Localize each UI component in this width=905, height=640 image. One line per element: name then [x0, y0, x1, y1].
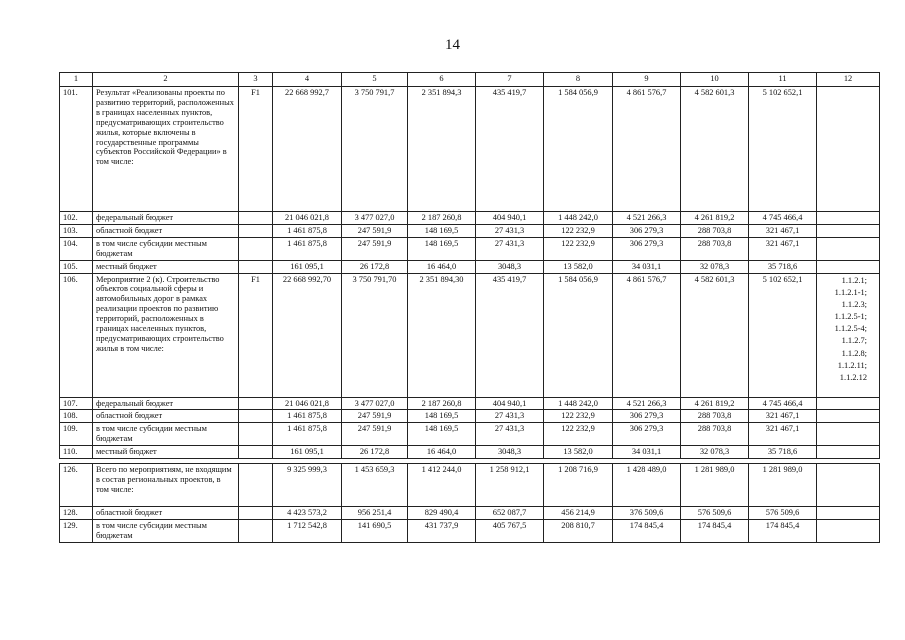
row-value: 1 448 242,0 — [544, 212, 613, 225]
row-value: 576 509,6 — [749, 507, 817, 520]
row-name: в том числе субсидии местным бюджетам — [93, 519, 239, 542]
column-header: 7 — [476, 73, 544, 87]
row-value: 1 258 912,1 — [476, 464, 544, 507]
row-value: 26 172,8 — [342, 446, 408, 459]
row-value: 4 582 601,3 — [681, 87, 749, 212]
column-header: 11 — [749, 73, 817, 87]
row-value: 431 737,9 — [408, 519, 476, 542]
row-value: 148 169,5 — [408, 237, 476, 260]
row-value: 321 467,1 — [749, 237, 817, 260]
row-value: 9 325 999,3 — [273, 464, 342, 507]
row-value: 3048,3 — [476, 446, 544, 459]
row-reference — [817, 237, 880, 260]
column-header: 2 — [93, 73, 239, 87]
row-value: 22 668 992,7 — [273, 87, 342, 212]
row-value: 35 718,6 — [749, 260, 817, 273]
row-value: 1 584 056,9 — [544, 87, 613, 212]
budget-table — [59, 72, 880, 543]
row-value: 148 169,5 — [408, 410, 476, 423]
row-value: 141 690,5 — [342, 519, 408, 542]
table-row — [60, 519, 880, 542]
row-reference — [817, 519, 880, 542]
header-row — [60, 73, 880, 87]
column-header: 1 — [60, 73, 93, 87]
row-number: 105. — [60, 260, 93, 273]
row-number: 126. — [60, 464, 93, 507]
table-row — [60, 87, 880, 212]
row-value: 27 431,3 — [476, 224, 544, 237]
row-value: 1 208 716,9 — [544, 464, 613, 507]
row-value: 1 281 989,0 — [749, 464, 817, 507]
row-number: 103. — [60, 224, 93, 237]
row-value: 306 279,3 — [613, 423, 681, 446]
row-value: 26 172,8 — [342, 260, 408, 273]
row-value: 1 428 489,0 — [613, 464, 681, 507]
row-value: 3 750 791,7 — [342, 87, 408, 212]
row-value: 288 703,8 — [681, 423, 749, 446]
row-name: областной бюджет — [93, 507, 239, 520]
row-value: 27 431,3 — [476, 237, 544, 260]
row-reference — [817, 446, 880, 459]
row-value: 288 703,8 — [681, 237, 749, 260]
row-reference — [817, 212, 880, 225]
row-name: Всего по мероприятиям, не входящим в состав региональных проектов, в том числе: — [93, 464, 239, 507]
row-name: местный бюджет — [93, 260, 239, 273]
table-row — [60, 410, 880, 423]
row-code — [239, 224, 273, 237]
row-value: 1 584 056,9 — [544, 273, 613, 397]
row-value: 1 281 989,0 — [681, 464, 749, 507]
column-header: 6 — [408, 73, 476, 87]
row-value: 16 464,0 — [408, 260, 476, 273]
row-value: 122 232,9 — [544, 224, 613, 237]
row-number: 109. — [60, 423, 93, 446]
table-row — [60, 237, 880, 260]
column-header: 9 — [613, 73, 681, 87]
row-value: 376 509,6 — [613, 507, 681, 520]
row-value: 4 521 266,3 — [613, 212, 681, 225]
row-value: 122 232,9 — [544, 423, 613, 446]
table-row — [60, 446, 880, 459]
row-value: 2 351 894,3 — [408, 87, 476, 212]
row-value: 1 461 875,8 — [273, 410, 342, 423]
row-value: 1 712 542,8 — [273, 519, 342, 542]
column-header: 10 — [681, 73, 749, 87]
row-value: 1 461 875,8 — [273, 237, 342, 260]
row-name: местный бюджет — [93, 446, 239, 459]
row-value: 3 477 027,0 — [342, 397, 408, 410]
row-name: областной бюджет — [93, 410, 239, 423]
row-value: 22 668 992,70 — [273, 273, 342, 397]
row-code — [239, 237, 273, 260]
row-value: 306 279,3 — [613, 237, 681, 260]
row-value: 288 703,8 — [681, 224, 749, 237]
row-value: 435 419,7 — [476, 87, 544, 212]
row-value: 16 464,0 — [408, 446, 476, 459]
row-value: 34 031,1 — [613, 260, 681, 273]
row-code — [239, 507, 273, 520]
row-value: 13 582,0 — [544, 446, 613, 459]
row-value: 1 453 659,3 — [342, 464, 408, 507]
row-value: 148 169,5 — [408, 224, 476, 237]
row-value: 321 467,1 — [749, 423, 817, 446]
row-value: 288 703,8 — [681, 410, 749, 423]
row-name: в том числе субсидии местным бюджетам — [93, 423, 239, 446]
row-reference — [817, 410, 880, 423]
row-value: 247 591,9 — [342, 224, 408, 237]
row-value: 2 187 260,8 — [408, 212, 476, 225]
row-value: 4 861 576,7 — [613, 273, 681, 397]
column-header: 8 — [544, 73, 613, 87]
row-value: 247 591,9 — [342, 410, 408, 423]
row-number: 129. — [60, 519, 93, 542]
row-value: 456 214,9 — [544, 507, 613, 520]
column-header: 3 — [239, 73, 273, 87]
table-row — [60, 397, 880, 410]
row-value: 956 251,4 — [342, 507, 408, 520]
row-value: 32 078,3 — [681, 260, 749, 273]
row-value: 4 582 601,3 — [681, 273, 749, 397]
row-code: F1 — [239, 87, 273, 212]
row-value: 122 232,9 — [544, 237, 613, 260]
row-reference — [817, 464, 880, 507]
row-value: 4 745 466,4 — [749, 397, 817, 410]
row-value: 4 261 819,2 — [681, 212, 749, 225]
row-code — [239, 464, 273, 507]
row-number: 128. — [60, 507, 93, 520]
row-value: 652 087,7 — [476, 507, 544, 520]
row-value: 1 448 242,0 — [544, 397, 613, 410]
row-value: 1 461 875,8 — [273, 224, 342, 237]
row-value: 4 521 266,3 — [613, 397, 681, 410]
row-value: 27 431,3 — [476, 423, 544, 446]
row-reference — [817, 260, 880, 273]
row-value: 161 095,1 — [273, 260, 342, 273]
row-name: федеральный бюджет — [93, 212, 239, 225]
row-value: 2 187 260,8 — [408, 397, 476, 410]
column-header: 4 — [273, 73, 342, 87]
row-value: 4 423 573,2 — [273, 507, 342, 520]
row-number: 110. — [60, 446, 93, 459]
row-value: 321 467,1 — [749, 410, 817, 423]
row-value: 21 046 021,8 — [273, 397, 342, 410]
row-code — [239, 260, 273, 273]
row-value: 122 232,9 — [544, 410, 613, 423]
row-value: 4 745 466,4 — [749, 212, 817, 225]
row-value: 21 046 021,8 — [273, 212, 342, 225]
row-value: 4 261 819,2 — [681, 397, 749, 410]
row-code: F1 — [239, 273, 273, 397]
row-number: 108. — [60, 410, 93, 423]
row-reference — [817, 87, 880, 212]
table-row — [60, 273, 880, 397]
row-value: 306 279,3 — [613, 410, 681, 423]
row-code — [239, 423, 273, 446]
row-value: 5 102 652,1 — [749, 87, 817, 212]
row-value: 576 509,6 — [681, 507, 749, 520]
row-value: 3 477 027,0 — [342, 212, 408, 225]
row-value: 4 861 576,7 — [613, 87, 681, 212]
row-value: 306 279,3 — [613, 224, 681, 237]
row-value: 27 431,3 — [476, 410, 544, 423]
row-reference — [817, 423, 880, 446]
column-header: 5 — [342, 73, 408, 87]
row-reference — [817, 397, 880, 410]
row-value: 3048,3 — [476, 260, 544, 273]
table-row — [60, 423, 880, 446]
row-code — [239, 397, 273, 410]
table-row — [60, 224, 880, 237]
table-body — [60, 73, 880, 543]
table-row — [60, 260, 880, 273]
row-value: 1 412 244,0 — [408, 464, 476, 507]
row-number: 101. — [60, 87, 93, 212]
row-value: 174 845,4 — [681, 519, 749, 542]
row-value: 13 582,0 — [544, 260, 613, 273]
row-value: 5 102 652,1 — [749, 273, 817, 397]
row-value: 1 461 875,8 — [273, 423, 342, 446]
row-value: 321 467,1 — [749, 224, 817, 237]
row-value: 3 750 791,70 — [342, 273, 408, 397]
row-value: 404 940,1 — [476, 212, 544, 225]
row-value: 829 490,4 — [408, 507, 476, 520]
row-name: Результат «Реализованы проекты по развитию территорий, расположенных в границах населенных пунктов, предусматривающих строительство жилья, которые включены в государственные программы субъектов Российской Федерации» в том числе: — [93, 87, 239, 212]
row-reference — [817, 224, 880, 237]
row-value: 404 940,1 — [476, 397, 544, 410]
row-number: 102. — [60, 212, 93, 225]
table-row — [60, 212, 880, 225]
row-value: 435 419,7 — [476, 273, 544, 397]
row-value: 34 031,1 — [613, 446, 681, 459]
row-code — [239, 446, 273, 459]
row-number: 106. — [60, 273, 93, 397]
row-code — [239, 519, 273, 542]
page-number: 14 — [445, 37, 460, 53]
row-name: федеральный бюджет — [93, 397, 239, 410]
row-reference — [817, 507, 880, 520]
row-number: 104. — [60, 237, 93, 260]
row-value: 405 767,5 — [476, 519, 544, 542]
row-name: в том числе субсидии местным бюджетам — [93, 237, 239, 260]
row-name: Мероприятие 2 (к). Строительство объектов социальной сферы и автомобильных дорог в рамках реализации проектов по развитию территорий, расположенных в границах населенных пунктов, предусматривающих строительство жилья в том числе: — [93, 273, 239, 397]
row-value: 174 845,4 — [613, 519, 681, 542]
row-value: 247 591,9 — [342, 423, 408, 446]
row-name: областной бюджет — [93, 224, 239, 237]
row-value: 174 845,4 — [749, 519, 817, 542]
row-number: 107. — [60, 397, 93, 410]
row-code — [239, 410, 273, 423]
row-value: 148 169,5 — [408, 423, 476, 446]
row-value: 208 810,7 — [544, 519, 613, 542]
row-value: 247 591,9 — [342, 237, 408, 260]
table-row — [60, 507, 880, 520]
row-reference: 1.1.2.1; 1.1.2.1-1; 1.1.2.3; 1.1.2.5-1; 1.1.2.5-4; 1.1.2.7; 1.1.2.8; 1.1.2.11; 1.1.2.12 — [817, 273, 880, 397]
row-value: 2 351 894,30 — [408, 273, 476, 397]
row-value: 35 718,6 — [749, 446, 817, 459]
row-value: 161 095,1 — [273, 446, 342, 459]
row-value: 32 078,3 — [681, 446, 749, 459]
table-row — [60, 464, 880, 507]
row-code — [239, 212, 273, 225]
column-header: 12 — [817, 73, 880, 87]
